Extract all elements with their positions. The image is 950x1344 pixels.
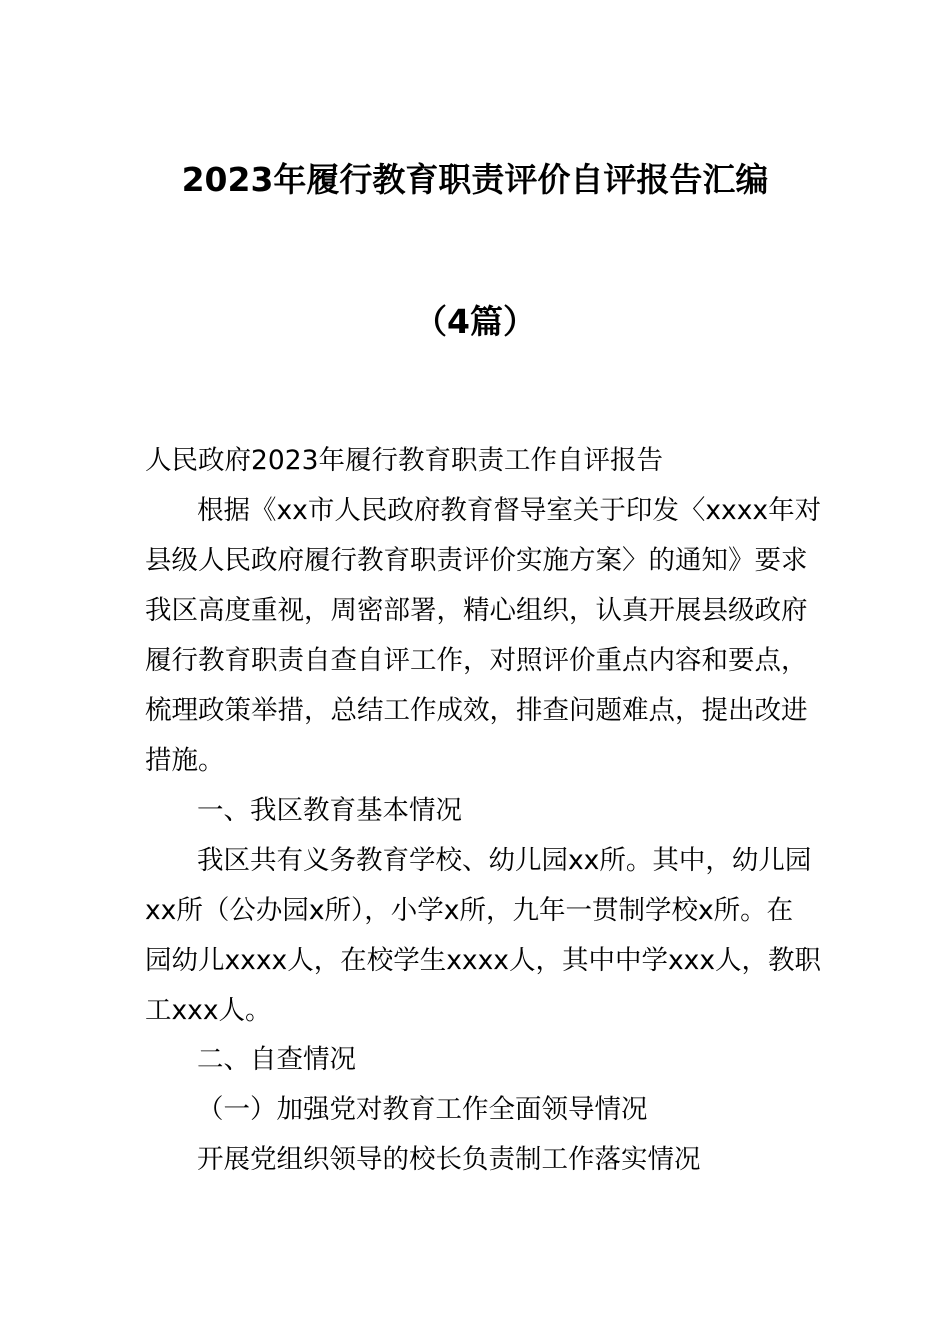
section-heading: 一、我区教育基本情况 (197, 795, 462, 826)
report-heading: 人民政府2023年履行教育职责工作自评报告 (145, 445, 663, 476)
paragraph-line: 县级人民政府履行教育职责评价实施方案〉的通知》要求 (145, 545, 808, 576)
paragraph-line: 措施。 (145, 745, 225, 776)
subsection-heading: （一）加强党对教育工作全面领导情况 (197, 1094, 648, 1125)
document-title: 2023年履行教育职责评价自评报告汇编 (181, 160, 769, 199)
paragraph-line: 根据《xx市人民政府教育督导室关于印发〈xxxx年对 (197, 495, 822, 526)
paragraph-line: xx所（公办园x所），小学x所，九年一贯制学校x所。在 (145, 895, 794, 926)
paragraph-line: 我区高度重视，周密部署，精心组织，认真开展县级政府 (145, 595, 808, 626)
paragraph-line: 梳理政策举措，总结工作成效，排查问题难点，提出改进 (145, 695, 808, 726)
paragraph-line: 履行教育职责自查自评工作，对照评价重点内容和要点， (145, 645, 808, 676)
paragraph-line: 我区共有义务教育学校、幼儿园xx所。其中，幼儿园 (197, 845, 812, 876)
paragraph-line: 园幼儿xxxx人，在校学生xxxx人，其中中学xxx人，教职 (145, 945, 822, 976)
document-subtitle: （4篇） (414, 302, 536, 341)
paragraph-line: 开展党组织领导的校长负责制工作落实情况 (197, 1144, 701, 1175)
section-heading: 二、自查情况 (197, 1044, 356, 1075)
paragraph-line: 工xxx人。 (145, 995, 272, 1026)
